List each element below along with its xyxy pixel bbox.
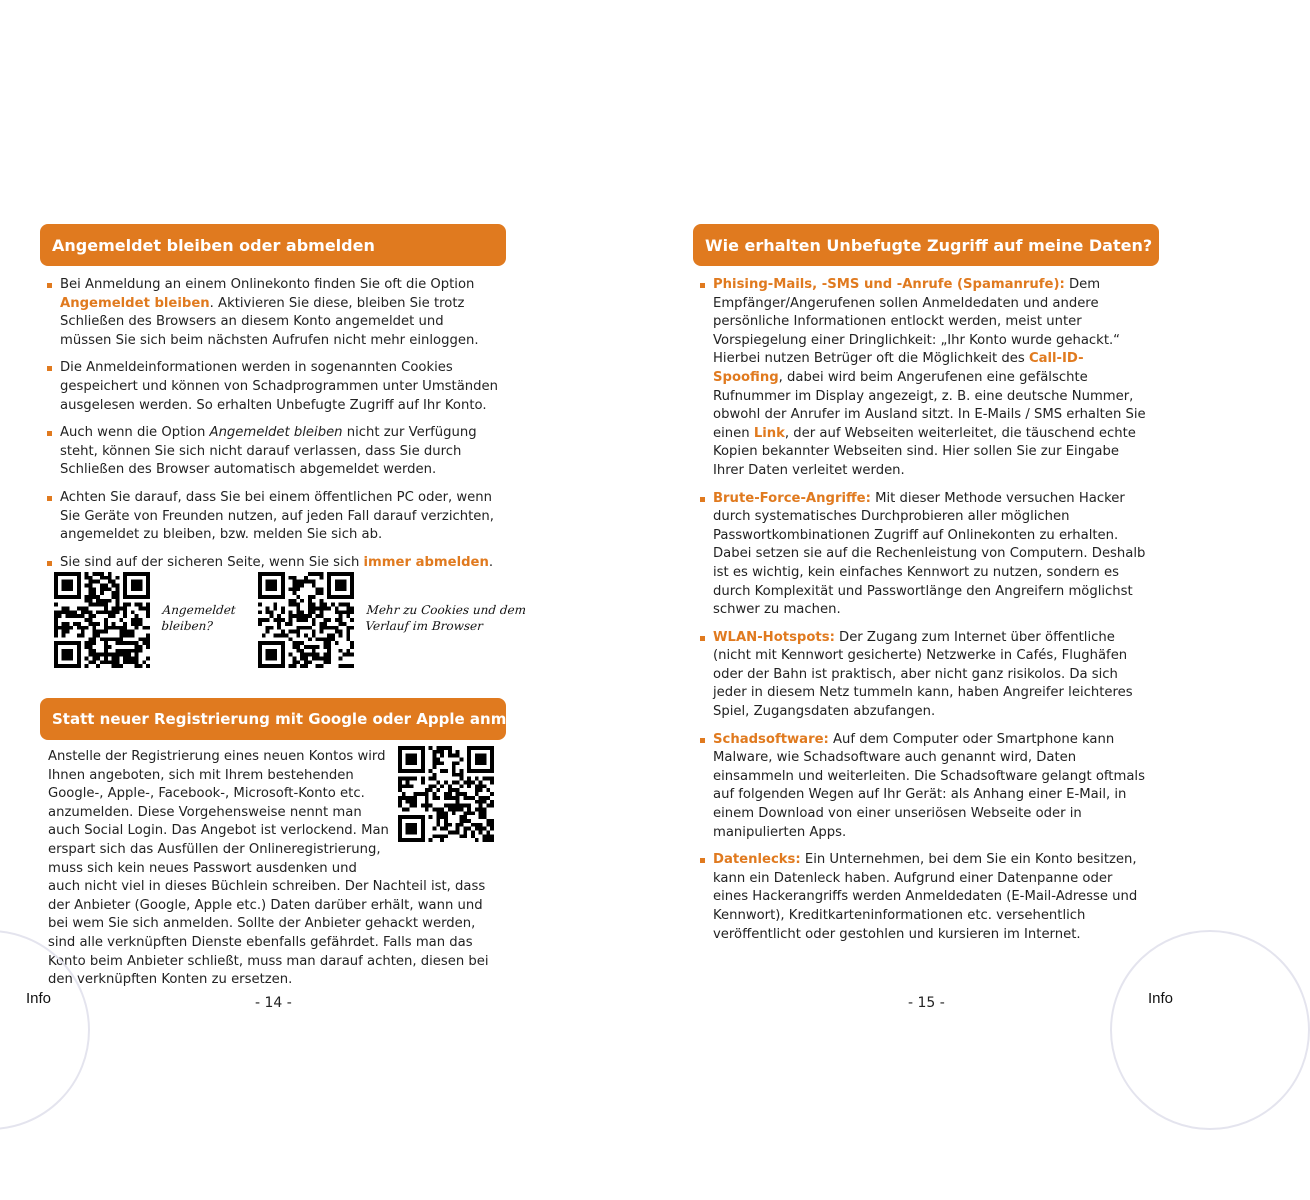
highlight-term: immer abmelden <box>363 554 489 570</box>
bullet-icon <box>47 366 52 371</box>
list-item <box>46 359 498 415</box>
highlight-term: Phising-Mails, -SMS und -Anrufe (Spamanrufe): <box>713 277 1065 292</box>
qr-float-spacer <box>390 748 498 872</box>
qr-code-icon[interactable] <box>54 572 150 668</box>
bullet-icon <box>700 738 705 743</box>
bullet-icon <box>700 283 705 288</box>
text-segment: Ein Unternehmen, bei dem Sie ein Konto besitzen, kann ein Datenleck haben. Aufgrund einer Datenpanne oder eines Hackerangriffs werden Anmeldedaten (E-Mail-Adresse und Kennwort), Kreditkarteninformationen etc. versehentlich veröffentlicht oder gestohlen und kursieren im Internet. <box>713 852 1138 942</box>
qr-caption-cookies <box>365 602 527 634</box>
section-header-zugriff <box>693 224 1159 266</box>
bullet-icon <box>47 496 52 501</box>
list-item <box>699 490 1151 620</box>
footer-info-label: Info <box>26 990 52 1007</box>
bullet-icon <box>47 431 52 436</box>
list-item <box>699 731 1151 843</box>
page-corner-arc <box>1110 930 1310 1130</box>
text-segment: Anstelle der Registrierung eines neuen Kontos wird Ihnen angeboten, sich mit Ihrem bestehenden Google-, Apple-, Facebook-, Microsoft-Konto etc. anzumelden. Diese Vorgehensweise nennt man auch Social Login. Das Angebot ist verlockend. Man erspart sich das Ausfüllen der Onlineregistrierung, muss sich kein neues Passwort ausdenken und auch nicht viel in dieses Büchlein schreiben. Der Nachteil ist, dass der Anbieter (Google, Apple etc.) Daten darüber erhält, wann und bei wem Sie sich anmelden. Sollte der Anbieter gehackt werden, sind alle verknüpften Dienste ebenfalls gefährdet. Falls man das Konto beim Anbieter schließt, muss man darauf achten, diesen bei den verknüpften Konten zu ersetzen. <box>48 749 489 988</box>
footer-info-label: Info <box>1148 990 1174 1007</box>
section-title: Angemeldet bleiben oder abmelden <box>52 235 375 255</box>
bullet-icon <box>700 636 705 641</box>
list-item <box>699 851 1151 944</box>
section-title: Wie erhalten Unbefugte Zugriff auf meine Daten? <box>705 235 1153 255</box>
text-segment: Sie sind auf der sicheren Seite, wenn Sie sich <box>60 554 364 570</box>
section-header-angemeldet <box>40 224 506 266</box>
list-item <box>46 554 498 573</box>
page-number: - 14 - <box>255 995 292 1011</box>
text-segment: Der Zugang zum Internet über öffentliche (nicht mit Kennwort gesicherte) Netzwerke in Cafés, Flughäfen oder der Bahn ist praktisch, aber nicht ganz risikolos. Da sich jeder in diesem Netz tummeln kann, haben Angreifer leichteres Spiel, Zugangsdaten abzufangen. <box>713 629 1133 720</box>
text-segment: Auf dem Computer oder Smartphone kann Malware, wie Schadsoftware auch genannt wird, Daten einsammeln und weiterleiten. Die Schadsoftware gelangt oftmals auf folgenden Wegen auf Ihr Gerät: als Anhang einer E-Mail, in einem Download von einer unseriösen Webseite oder in manipulierten Apps. <box>713 731 1145 840</box>
caption-line: Angemeldet <box>162 603 237 617</box>
right-page <box>600 0 1200 1200</box>
text-segment: , dabei wird beim Angerufenen eine gefälschte Rufnummer im Display angezeigt, z. B. eine deutsche Nummer, obwohl der Anrufer im Ausland sitzt. In E-Mails / SMS erhalten Sie einen <box>713 369 1146 441</box>
list-item <box>699 629 1151 722</box>
bullet-icon <box>47 561 52 566</box>
page-number: - 15 - <box>908 995 945 1011</box>
text-segment: Auch wenn die Option <box>60 425 210 441</box>
text-segment: , der auf Webseiten weiterleitet, die täuschend echte Kopien bekannter Webseiten sind. Hier sollen Sie zur Eingabe Ihrer Daten verleitet werden. <box>713 425 1136 478</box>
caption-line: bleiben? <box>160 619 214 633</box>
text-segment: nicht zur Verfügung steht, können Sie sich nicht darauf verlassen, dass Sie durch Schließen des Browser automatisch abgemeldet werden. <box>60 425 477 478</box>
text-segment: Dem Empfänger/Angerufenen sollen Anmeldedaten und andere persönliche Informationen entlockt werden, meist unter Vorspiegelung einer Dringlichkeit: „Ihr Konto wurde gehackt.“ Hierbei nutzen Betrüger oft die Möglichkeit des <box>713 277 1121 367</box>
highlight-term: Datenlecks: <box>713 852 801 868</box>
left-page <box>0 0 600 1200</box>
text-segment: Bei Anmeldung an einem Onlinekonto finden Sie oft die Option <box>60 277 475 292</box>
bullet-icon <box>700 858 705 863</box>
list-item <box>699 276 1151 481</box>
highlight-term: WLAN-Hotspots: <box>713 629 835 645</box>
emphasis-term: Angemeldet bleiben <box>209 425 343 441</box>
highlight-term: Call-ID-Spoofing <box>713 351 1084 385</box>
list-item <box>46 276 498 350</box>
bullet-icon <box>700 497 705 502</box>
text-segment: . <box>488 554 494 570</box>
qr-code-icon[interactable] <box>258 572 354 668</box>
bullet-list-angemeldet <box>46 276 498 581</box>
highlight-term: Schadsoftware: <box>713 731 829 747</box>
section-header-social-login <box>40 698 554 740</box>
bullet-icon <box>47 283 52 288</box>
list-item <box>46 424 498 480</box>
bullet-list-zugriff <box>699 276 1151 953</box>
caption-line: Mehr zu Cookies und dem <box>366 603 527 617</box>
caption-line: Verlauf im Browser <box>364 619 484 633</box>
list-item <box>46 489 498 545</box>
text-segment: Die Anmeldeinformationen werden in sogenannten Cookies gespeichert und können von Schadprogrammen unter Umständen ausgelesen werden. So erhalten Unbefugte Zugriff auf Ihr Konto. <box>60 360 498 413</box>
qr-caption-angemeldet <box>161 602 236 634</box>
highlight-term: Link <box>753 425 785 441</box>
highlight-term: Brute-Force-Angriffe: <box>713 490 871 506</box>
section-title: Statt neuer Registrierung mit Google oder Apple anmelden <box>52 710 554 728</box>
text-segment: Achten Sie darauf, dass Sie bei einem öffentlichen PC oder, wenn Sie Geräte von Freunden nutzen, auf jeden Fall darauf verzichten, angemeldet zu bleiben, bzw. melden Sie sich ab. <box>60 489 494 543</box>
text-segment: Mit dieser Methode versuchen Hacker durch systematisches Durchprobieren aller möglichen Passwortkombinationen Zugriff auf Onlinekonten zu erhalten. Dabei setzen sie auf die Rechenleistung von Computern. Deshalb ist es wichtig, kein einfaches Kennwort zu nutzen, sondern es durch Komplexität und Passwortlänge den Angreifern möglichst schwer zu machen. <box>713 490 1146 618</box>
highlight-term: Angemeldet bleiben <box>60 295 210 311</box>
text-segment: . Aktivieren Sie diese, bleiben Sie trotz Schließen des Browsers an diesem Konto angemeldet und müssen Sie sich beim nächsten Aufrufen nicht mehr einloggen. <box>60 295 479 348</box>
social-login-paragraph <box>48 748 498 988</box>
